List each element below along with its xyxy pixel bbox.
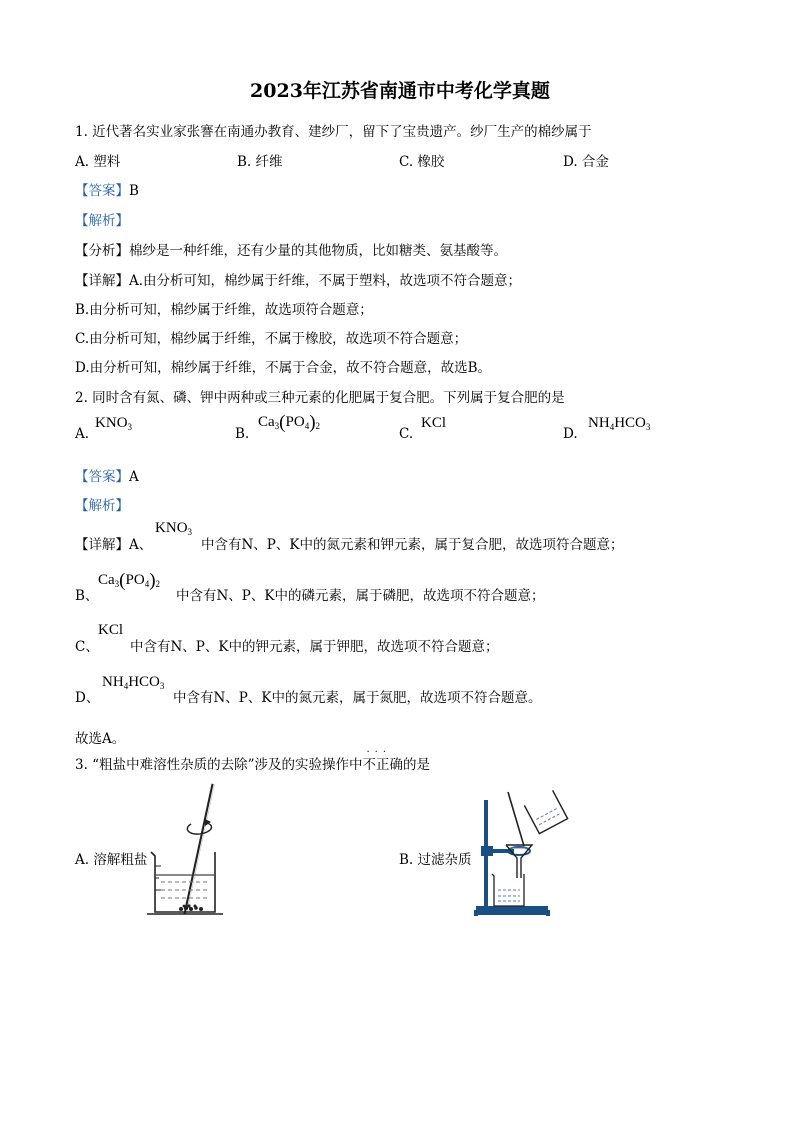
q1-option-a: A. 塑料 [75, 154, 121, 170]
fenxi-text: 棉纱是一种纤维，还有少量的其他物质，比如糖类、氨基酸等。 [129, 243, 507, 259]
formula-kcl: KCl [98, 622, 124, 638]
q1-option-c: C. 橡胶 [399, 154, 445, 170]
q2-detail-d-prefix: D、 [75, 690, 100, 706]
filtration-illustration [472, 782, 572, 920]
formula-nh4hco3: $NH_4HCO_3$ [588, 415, 651, 432]
q1-fenxi [75, 239, 507, 259]
q1-answer [75, 179, 139, 199]
page-title: 2023年江苏省南通市中考化学真题 [250, 80, 550, 102]
answer-value: B [129, 183, 139, 199]
q3-stem: 3. “粗盐中难溶性杂质的去除”涉及的实验操作中 ... 不正确的是 [75, 744, 430, 773]
q2-detail-a-prefix: 【详解】A、 [75, 537, 153, 553]
analysis-tag: 【解析】 [75, 498, 129, 514]
q2-detail-c-text: 中含有N、P、K中的钾元素，属于钾肥，故选项不符合题意； [130, 639, 499, 655]
q2-detail-b-text: 中含有N、P、K中的磷元素，属于磷肥，故选项不符合题意； [176, 588, 545, 604]
dissolve-salt-illustration [145, 778, 235, 920]
formula-nh4hco3: $NH_4HCO_3$ [102, 674, 165, 691]
fenxi-tag: 【分析】 [75, 243, 129, 259]
xiangjie-tag: 【详解】 [75, 537, 129, 553]
q2-option-a-label: A. [75, 426, 90, 442]
q2-detail-b-prefix: B、 [75, 588, 99, 604]
q2-answer [75, 465, 139, 485]
answer-value: A [129, 469, 139, 485]
q1-detail-a [75, 269, 521, 289]
q2-stem: 2. 同时含有氮、磷、钾中两种或三种元素的化肥属于复合肥。下列属于复合肥的是 [75, 390, 565, 406]
emphasis-not-correct: ... 不正确 [362, 744, 403, 773]
detail-line: A.由分析可知，棉纱属于纤维，不属于塑料，故选项不符合题意； [129, 273, 522, 289]
q2-conclusion: 故选A。 [75, 731, 126, 747]
formula-ca3po42: $Ca_3(PO_4)_2$ [98, 570, 161, 591]
detail-line: C.由分析可知，棉纱属于纤维，不属于橡胶，故选项不符合题意； [75, 331, 468, 347]
q1-option-d: D. 合金 [563, 154, 609, 170]
formula-kcl: KCl [421, 415, 447, 431]
answer-tag: 【答案】 [75, 183, 129, 199]
q1-option-b: B. 纤维 [237, 154, 283, 170]
q3-option-b: B. 过滤杂质 [399, 852, 472, 868]
answer-tag: 【答案】 [75, 469, 129, 485]
q1-stem: 1. 近代著名实业家张謇在南通办教育、建纱厂，留下了宝贵遗产。纱厂生产的棉纱属于 [75, 124, 592, 140]
q2-detail-a-text: 中含有N、P、K中的氮元素和钾元素，属于复合肥，故选项符合题意； [201, 537, 624, 553]
xiangjie-tag: 【详解】 [75, 273, 129, 289]
formula-kno3: $KNO_3$ [95, 415, 133, 432]
detail-line: D.由分析可知，棉纱属于纤维，不属于合金，故不符合题意，故选B。 [75, 360, 492, 376]
q3-option-a: A. 溶解粗盐 [75, 852, 148, 868]
q2-detail-c-prefix: C、 [75, 639, 99, 655]
q2-option-c-label: C. [399, 426, 414, 442]
detail-line: B.由分析可知，棉纱属于纤维，故选项符合题意； [75, 302, 373, 318]
formula-ca3po42: $Ca_3(PO_4)_2$ [258, 412, 321, 433]
q2-detail-d-text: 中含有N、P、K中的氮元素，属于氮肥，故选项不符合题意。 [173, 690, 542, 706]
formula-kno3: $KNO_3$ [155, 520, 193, 537]
q2-option-d-label: D. [563, 426, 578, 442]
analysis-tag: 【解析】 [75, 213, 129, 229]
q2-option-b-label: B. [235, 426, 250, 442]
